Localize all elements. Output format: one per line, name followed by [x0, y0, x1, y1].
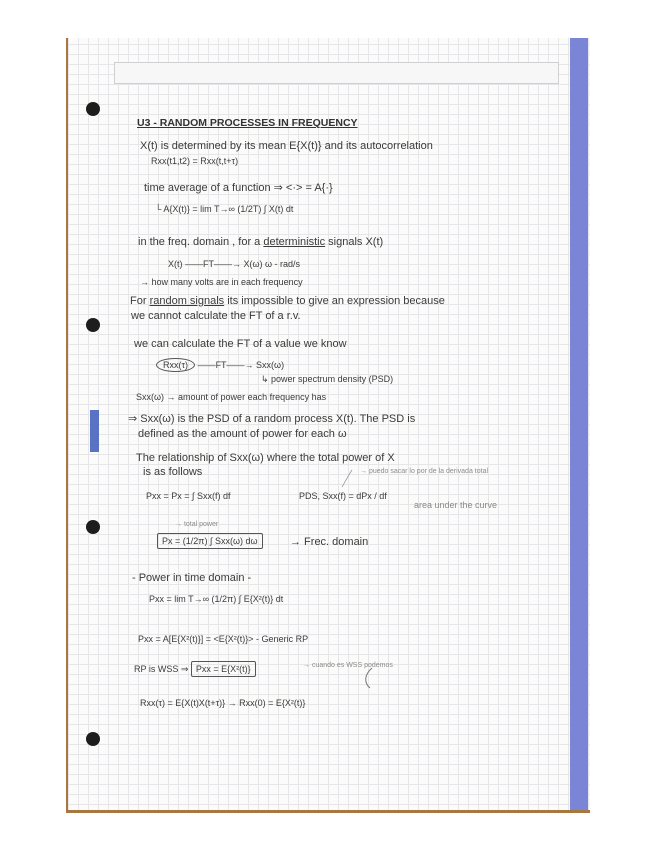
note-line: → Frec. domain	[290, 536, 369, 548]
note-line: we cannot calculate the FT of a r.v.	[131, 310, 301, 322]
formula: Rxx(τ) ——FT——→ Sxx(ω)	[156, 360, 284, 371]
note-line: time average of a function ⇒ <·> = A{·}	[144, 182, 333, 194]
formula: X(t) ——FT——→ X(ω) ω - rad/s	[168, 259, 301, 269]
note-line: is as follows	[143, 466, 203, 478]
side-note: → total power	[175, 521, 219, 528]
side-note: → cuando es WSS podemos	[303, 662, 393, 669]
note-line: X(t) is determined by its mean E{X(t)} and its autocorrelation	[140, 140, 433, 152]
formula: Rxx(τ) = E{X(t)X(t+τ)} → Rxx(0) = E{X²(t)}	[140, 698, 306, 708]
note-line: we can calculate the FT of a value we know	[134, 338, 347, 350]
note-line: defined as the amount of power for each ω	[138, 428, 347, 440]
note-line: Sxx(ω) → amount of power each frequency has	[136, 392, 327, 402]
page-title: U3 - RANDOM PROCESSES IN FREQUENCY	[137, 117, 358, 129]
formula: Pxx = Px = ∫ Sxx(f) df	[146, 491, 231, 501]
formula: Pxx = A[E{X²(t)}] = <E{X²(t)}> - Generic RP	[138, 634, 309, 644]
note-line: ⇒ Sxx(ω) is the PSD of a random process X(t). The PSD is	[128, 413, 416, 425]
note-line: in the freq. domain , for a deterministic signals X(t)	[138, 236, 384, 248]
note-line: The relationship of Sxx(ω) where the total power of X	[136, 452, 395, 464]
note-line: ↳ power spectrum density (PSD)	[261, 374, 394, 384]
formula: └ A{X(t)} = lim T→∞ (1/2T) ∫ X(t) dt	[155, 204, 294, 214]
section-heading: - Power in time domain -	[132, 572, 252, 584]
formula: Pxx = lim T→∞ (1/2π) ∫ E{X²(t)} dt	[149, 594, 284, 604]
note-line: Rxx(t1,t2) = Rxx(t,t+τ)	[151, 156, 239, 166]
note-line: For random signals its impossible to give an expression because	[130, 295, 445, 307]
side-note: area under the curve	[414, 500, 498, 510]
formula: PDS, Sxx(f) = dPx / df	[299, 491, 387, 501]
side-note: → puedo sacar lo por de la derivada total	[360, 468, 489, 475]
note-line: → how many volts are in each frequency	[140, 277, 303, 287]
formula: RP is WSS ⇒ Pxx = E{X²(t)}	[134, 664, 256, 675]
formula: Px = (1/2π) ∫ Sxx(ω) dω	[157, 536, 263, 547]
